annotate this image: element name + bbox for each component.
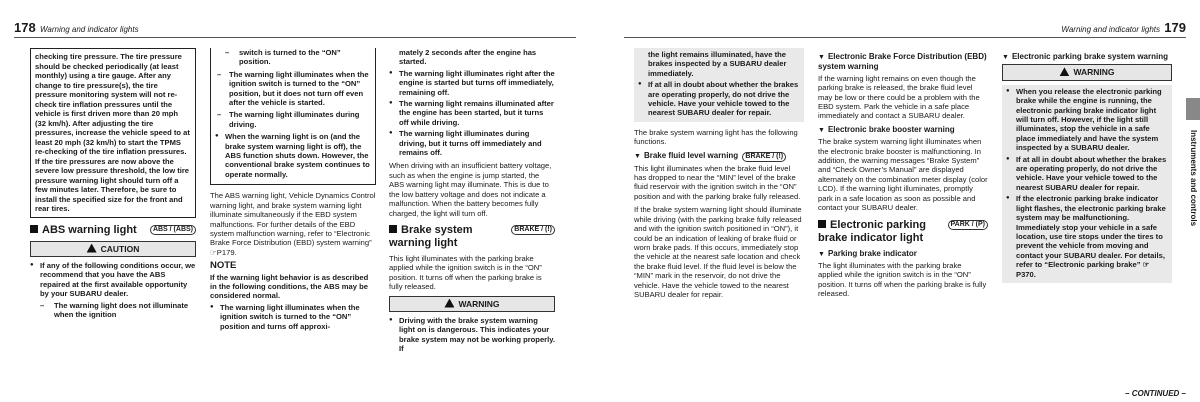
page-header — [14, 18, 576, 38]
bullet-item: ● If at all in doubt about whether the brakes are operating properly, do not drive the vehicle. Have your vehicle towed to the nearest SUBARU dealer for repair. — [1006, 155, 1168, 193]
subheading-epb-warning: ▼ Electronic parking brake system warning — [1002, 52, 1168, 61]
bullet-item: ● The warning light illuminates during driving, but it turns off immediately and remains off. — [389, 129, 555, 157]
battery-paragraph: When driving with an insufficient battery voltage, such as when the engine is jump started, the ABS warning light may illuminate. This is due to the low battery voltage and does not indicate a malfunction. When the battery becomes fully charged, the light will turn off. — [389, 161, 552, 218]
warning-box — [1002, 85, 1172, 283]
left-page — [0, 0, 590, 402]
dash-item: – switch is turned to the “ON” position. — [215, 48, 371, 67]
warning-triangle-icon — [87, 244, 97, 253]
warning-box-continued — [634, 48, 804, 122]
warning-banner: WARNING — [1002, 64, 1172, 80]
warning-triangle-icon — [444, 299, 454, 308]
square-bullet-icon — [30, 225, 38, 233]
subheading-parking-indicator: ▼ Parking brake indicator — [818, 248, 917, 258]
warning-banner: WARNING — [389, 296, 555, 312]
header-title: Warning and indicator lights — [1061, 25, 1160, 34]
triangle-down-icon: ▼ — [818, 126, 825, 134]
parking-paragraph: The light illuminates with the parking brake applied while the ignition switch is in the “ON” position. It turns off when the parking brake is fully released. — [818, 260, 987, 299]
chapter-label: Instruments and controls — [1189, 130, 1198, 227]
abs-warning-symbol-icon: ABS / (ABS) — [150, 225, 196, 235]
bullet-item: ● When you release the electronic parking brake while the engine is running, the electronic parking brake indicator light will turn off. However, if the light still illuminates, stop the vehicle in a safe place immediately and have the system inspected by a SUBARU dealer. — [1006, 87, 1168, 153]
caution-bullet: ● If any of the following conditions occur, we recommend that you have the ABS repaired at the first available opportunity by your SUBARU dealer. — [30, 261, 196, 299]
booster-paragraph: The brake system warning light illuminates when the electronic brake booster is malfunctioning. In addition, the warning messages “Brake System” and “Check Owner’s Manual” are displayed alternately on the combination meter display (color LCD). If the warning light illuminates, promptly park in a safe location as soon as possible and contact your SUBARU dealer. — [818, 137, 988, 213]
ebd-paragraph: If the warning light remains on even though the parking brake is released, the brake fluid level may be low or there could be a problem with the EBD system. Park the vehicle in a safe place immediately and contact a SUBARU dealer. — [818, 73, 980, 121]
note-bullet: ● The warning light illuminates when the ignition switch is turned to the “ON” position and turns off approxi- — [210, 303, 376, 331]
continued-text: the light remains illuminated, have the brakes inspected by a SUBARU dealer immediately. — [648, 50, 787, 78]
column-3 — [389, 48, 555, 356]
ebd-paragraph: The ABS warning light, Vehicle Dynamics Control warning light, and brake system warning light illuminate simultaneously if the EBD system malfunctions. For further details of the EBD system malfunction warning, refer to “Electronic Brake Force Distribution (EBD) system warning” ☞P179. — [210, 191, 376, 257]
functions-paragraph: The brake system warning light has the following functions. — [634, 127, 798, 147]
caution-banner: CAUTION — [30, 241, 196, 257]
bullet-item: ● If at all in doubt about whether the brakes are operating properly, do not drive the vehicle. Have your vehicle towed to the nearest SUBARU dealer for repair. — [638, 80, 800, 118]
bullet-item: ● The warning light remains illuminated after the engine has been started, but it turns off while driving. — [389, 99, 555, 127]
page-header — [624, 18, 1186, 38]
subheading-brake-booster: ▼ Electronic brake booster warning — [818, 124, 955, 134]
dash-item: – The warning light illuminates when the ignition switch is turned to the “ON” position, but it does not turn off even after the vehicle is started. — [215, 70, 371, 108]
subheading-ebd: ▼ Electronic Brake Force Distribution (EBD) system warning — [818, 52, 987, 72]
column-2 — [818, 48, 988, 303]
subheading-brake-fluid: ▼ Brake fluid level warning BRAKE / (!) — [634, 151, 804, 162]
brake-paragraph: This light illuminates with the parking brake applied while the ignition switch is in the “ON” position. It turns off when the parking brake is fully released. — [389, 253, 542, 292]
park-symbol-icon: PARK / (P) — [948, 220, 988, 230]
caution-dash-item: – The warning light does not illuminate when the ignition — [30, 301, 196, 320]
note-heading: NOTE — [210, 260, 237, 272]
chapter-tab — [1186, 98, 1200, 120]
tpms-info-box: checking tire pressure. The tire pressure should be checked periodically (at least monthly) using a tire gauge. After any change to tire pressure(s), the tire pressure monitoring system will not re-check tire inflation pressures until the vehicle is first driven more than 20 mph (32 km/h). After adjusting the tire pressures, increase the vehicle speed to at least 20 mph (32 km/h) to start the TPMS re-checking of the tire inflation pressures. If the tire pressures are now above the severe low pressure threshold, the low tire pressure warning light should turn off a few minutes later. Therefore, be sure to install the specified size for the front and rear tires. — [30, 48, 196, 218]
square-bullet-icon — [389, 225, 397, 233]
continued-label: – CONTINUED – — [1125, 389, 1186, 398]
bullet-item: ● When the warning light is on (and the brake system warning light is off), the ABS function shuts down. However, the conventional brake system continues to operate normally. — [215, 132, 371, 179]
bullet-item: ● The warning light illuminates right after the engine is started but turns off immediately, remaining off. — [389, 69, 555, 97]
section-heading-parking: Electronic parking brake indicator light PARK / (P) — [818, 219, 988, 245]
section-heading-brake: Brake system warning light BRAKE / (!) — [389, 224, 555, 250]
warning-bullet: ● Driving with the brake system warning light on is dangerous. This indicates your brake system may not be working properly. If — [389, 316, 555, 354]
brake-warning-symbol-icon: BRAKE / (!) — [742, 152, 786, 162]
column-1 — [634, 48, 804, 303]
brake-leak-paragraph: If the brake system warning light should illuminate while driving (with the parking brake fully released and with the ignition switch positioned in “ON”), it could be an indication of leaking of brake fluid or worn brake pads. If this occurs, immediately stop the vehicle at the nearest safe location and check the brake fluid level. If the fluid level is below the “MIN” mark in the reservoir, do not drive the vehicle. Have the vehicle towed to the nearest SUBARU dealer for repair. — [634, 205, 802, 299]
right-page — [610, 0, 1200, 402]
continued-text: mately 2 seconds after the engine has started. — [399, 48, 537, 67]
brake-fluid-paragraph: This light illuminates when the brake fluid level has dropped to near the “MIN” level of the brake fluid reservoir with the ignition switch in the “ON” position and with the parking brake fully released. — [634, 163, 801, 201]
note-text: If the warning light behavior is as described in the following conditions, the ABS may be considered normal. — [210, 272, 369, 301]
column-1 — [30, 48, 196, 322]
dash-item: – The warning light illuminates during driving. — [215, 110, 371, 129]
column-3 — [1002, 48, 1172, 283]
page-number: 178 — [14, 20, 36, 35]
page-number: 179 — [1164, 20, 1186, 35]
triangle-down-icon: ▼ — [1002, 54, 1009, 61]
warning-triangle-icon — [1059, 67, 1069, 76]
triangle-down-icon: ▼ — [634, 152, 641, 160]
caution-box-continued — [210, 48, 376, 185]
bullet-item: ● If the electronic parking brake indicator light flashes, the electronic parking brake system may be malfunctioning. Immediately stop your vehicle in a safe location, use tire stops under the tires to prevent the vehicle from moving and contact your SUBARU dealer. For details, refer to “Electronic parking brake” ☞P370. — [1006, 194, 1168, 279]
triangle-down-icon: ▼ — [818, 250, 825, 258]
square-bullet-icon — [818, 220, 826, 228]
header-title: Warning and indicator lights — [40, 25, 139, 34]
triangle-down-icon: ▼ — [818, 54, 825, 61]
section-heading-abs: ABS warning light ABS / (ABS) — [30, 224, 196, 237]
column-2 — [210, 48, 376, 333]
brake-warning-symbol-icon: BRAKE / (!) — [511, 225, 555, 235]
